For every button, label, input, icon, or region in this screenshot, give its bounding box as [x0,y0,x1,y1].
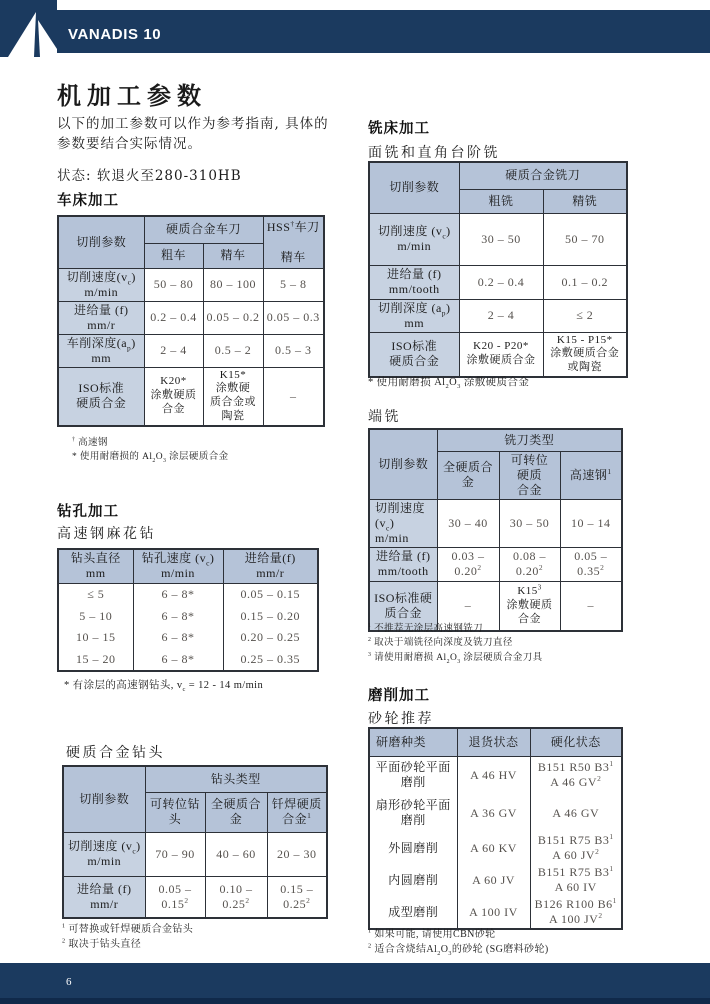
carbide-drill-subheading: 硬质合金钻头 [66,745,165,761]
header-cell: 硬质合金铣刀 [459,162,627,189]
condition-line: 状态: 软退火至280-310HB [57,168,242,184]
value-cell: 6 – 8* [133,583,223,606]
value-cell: 0.25 – 0.35 [223,648,318,671]
value-cell: A 46 GV [530,794,622,832]
header-cell: 退货状态 [457,728,530,756]
header-cell: 精车 [203,243,263,268]
value-cell: 80 – 100 [203,268,263,301]
value-cell: 0.5 – 3 [263,334,324,367]
value-cell: 70 – 90 [145,832,205,876]
value-cell: 40 – 60 [205,832,267,876]
label-cell: 进给量 (f) mm/r [58,301,144,334]
value-cell: A 60 KV [457,832,530,864]
value-cell: 5 – 10 [58,606,133,627]
value-cell: K15 - P15* 涂敷硬质合金 或陶瓷 [543,332,627,377]
header-cell: 粗铣 [459,189,543,213]
value-cell: 0.08 – 0.20$^2$ [499,547,560,581]
value-cell: A 36 GV [457,794,530,832]
hss-drill-table [57,548,319,672]
header-cell: 钻头类型 [145,766,327,792]
footer-bar [0,963,710,1004]
label-cell: ISO标准硬 质合金 [369,581,437,631]
header-cell: 可转位 硬质 合金 [499,451,560,499]
header-cell: 进给量(f) mm/r [223,549,318,583]
value-cell: – [437,581,499,631]
label-cell: 内圆磨削 [369,864,457,896]
end-milling-subheading: 端铣 [368,409,401,425]
carbide-drill-table [62,765,328,919]
page-title: 机加工参数 [57,81,207,110]
header-cell: 硬化状态 [530,728,622,756]
value-cell: B126 R100 $B6^1$ A 100 $JV^2$ [530,896,622,929]
label-cell: 成型磨削 [369,896,457,929]
milling-heading: 铣床加工 [368,121,430,137]
value-cell: 30 – 50 [499,499,560,547]
label-cell: 进给量 (f) mm/r [63,876,145,918]
value-cell: 2 – 4 [144,334,203,367]
value-cell: 0.2 – 0.4 [459,265,543,299]
value-cell: 0.05 – 0.3 [263,301,324,334]
value-cell: 0.5 – 2 [203,334,263,367]
header-cell: 切削参数 [63,766,145,832]
turning-table [57,215,325,427]
label-cell: 外圆磨削 [369,832,457,864]
value-cell: A 100 IV [457,896,530,929]
value-cell: 0.05 – 0.35$^2$ [560,547,622,581]
value-cell: 20 – 30 [267,832,327,876]
header-cell: 切削参数 [58,216,144,268]
header-cell: 切削参数 [369,429,437,499]
value-cell: 10 – 15 [58,627,133,648]
value-cell: 15 – 20 [58,648,133,671]
value-cell: 0.15 – 0.20 [223,606,318,627]
hss-drill-subheading: 高速钢麻花钻 [57,526,156,542]
value-cell: A 60 JV [457,864,530,896]
value-cell: 50 – 70 [543,213,627,265]
drilling-heading: 钻孔加工 [57,504,119,520]
product-title: VANADIS 10 [68,26,162,43]
value-cell: 0.15 – 0.25$^2$ [267,876,327,918]
hss-drill-footnote: * 有涂层的高速钢钻头, $v_c = 12 - 14$ m/min [64,680,264,694]
value-cell: 0.20 – 0.25 [223,627,318,648]
page-number: 6 [66,976,72,988]
label-cell: 进给量 (f) mm/tooth [369,265,459,299]
value-cell: 5 – 8 [263,268,324,301]
header-cell: 粗车 [144,243,203,268]
label-cell: 切削速度 $(v_c)$ m/min [369,213,459,265]
end-milling-table [368,428,623,632]
label-cell: ISO标准 硬质合金 [58,367,144,426]
end-milling-footnotes: $^1$ 不推荐无涂层高速钢铣刀 $^2$ 取决于端铣径向深度及铣刀直径 $^3$ 请使用耐磨损 $Al_2O_3$ 涂层硬质合金刀具 [368,622,543,665]
label-cell: 扇形砂轮平面 磨削 [369,794,457,832]
value-cell: B151 R75 $B3^1$ A 60 $JV^2$ [530,832,622,864]
header-cell: 可转位钻 头 [145,792,205,832]
mountain-logo-icon [0,0,57,57]
value-cell: 2 – 4 [459,299,543,332]
value-cell: K20* 涂敷硬质 合金 [144,367,203,426]
label-cell: 进给量 (f) mm/tooth [369,547,437,581]
value-cell: 30 – 50 [459,213,543,265]
value-cell: B151 R50 $B3^1$ A 46 $GV^2$ [530,756,622,794]
header-cell: 研磨种类 [369,728,457,756]
turning-footnotes: † 高速钢 * 使用耐磨损的 $Al_2O_3$ 涂层硬质合金 [72,436,229,465]
header-cell: 钻孔速度 $(v_c)$ m/min [133,549,223,583]
value-cell: 0.03 – 0.20$^2$ [437,547,499,581]
label-cell: 切削速度 $(v_c)$ m/min [63,832,145,876]
header-cell: 高速钢$^1$ [560,451,622,499]
grinding-table [368,727,623,930]
header-cell: 全硬质合 金 [205,792,267,832]
label-cell: 平面砂轮平面 磨削 [369,756,457,794]
carbide-drill-footnotes: $^1$ 可替换或钎焊硬质合金钻头 $^2$ 取决于钻头直径 [62,922,194,950]
face-milling-table [368,161,628,378]
label-cell: ISO标准 硬质合金 [369,332,459,377]
value-cell: A 46 HV [457,756,530,794]
face-milling-footnote: * 使用耐磨损 $Al_2O_3$ 涂敷硬质合金 [368,377,530,391]
value-cell: 0.05 – 0.2 [203,301,263,334]
header-cell: 钎焊硬质 合金$^1$ [267,792,327,832]
header-cell: 钻头直径 mm [58,549,133,583]
value-cell: ≤ 5 [58,583,133,606]
value-cell: 0.10 – 0.25$^2$ [205,876,267,918]
value-cell: ≤ 2 [543,299,627,332]
value-cell: $K15^3$ 涂敷硬质 合金 [499,581,560,631]
grinding-subheading: 砂轮推荐 [368,711,434,727]
value-cell: B151 R75 $B3^1$ A 60 IV [530,864,622,896]
grinding-heading: 磨削加工 [368,688,430,704]
grinding-footnotes: $^1$ 如果可能, 请使用CBN砂轮 $^2$ 适合含烧结$Al_2O_3$的砂轮 (SG磨料砂轮) [368,927,549,957]
header-cell: 切削参数 [369,162,459,213]
value-cell: K20 - P20* 涂敷硬质合金 [459,332,543,377]
label-cell: 车削深度$(a_p)$ mm [58,334,144,367]
value-cell: – [263,367,324,426]
value-cell: 0.05 – 0.15 [223,583,318,606]
value-cell: 0.2 – 0.4 [144,301,203,334]
value-cell: K15* 涂敷硬 质合金或 陶瓷 [203,367,263,426]
label-cell: 切削速度$(v_c)$ m/min [58,268,144,301]
header-cell: 全硬质合 金 [437,451,499,499]
value-cell: 6 – 8* [133,627,223,648]
value-cell: 0.1 – 0.2 [543,265,627,299]
value-cell: 0.05 – 0.15$^2$ [145,876,205,918]
value-cell: 10 – 14 [560,499,622,547]
header-cell: 铣刀类型 [437,429,622,451]
header-cell: HSS†车刀 精车 [263,216,324,268]
value-cell: 30 – 40 [437,499,499,547]
header-cell: 精铣 [543,189,627,213]
value-cell: 6 – 8* [133,606,223,627]
face-milling-subheading: 面铣和直角台阶铣 [368,145,500,161]
label-cell: 切削速度 $(v_c)$ m/min [369,499,437,547]
turning-heading: 车床加工 [57,193,119,209]
value-cell: 6 – 8* [133,648,223,671]
intro-paragraph: 以下的加工参数可以作为参考指南, 具体的 参数要结合实际情况。 [57,116,329,153]
label-cell: 切削深度 $(a_p)$ mm [369,299,459,332]
header-cell: 硬质合金车刀 [144,216,263,243]
brand-logo [0,0,57,57]
value-cell: 50 – 80 [144,268,203,301]
value-cell: – [560,581,622,631]
